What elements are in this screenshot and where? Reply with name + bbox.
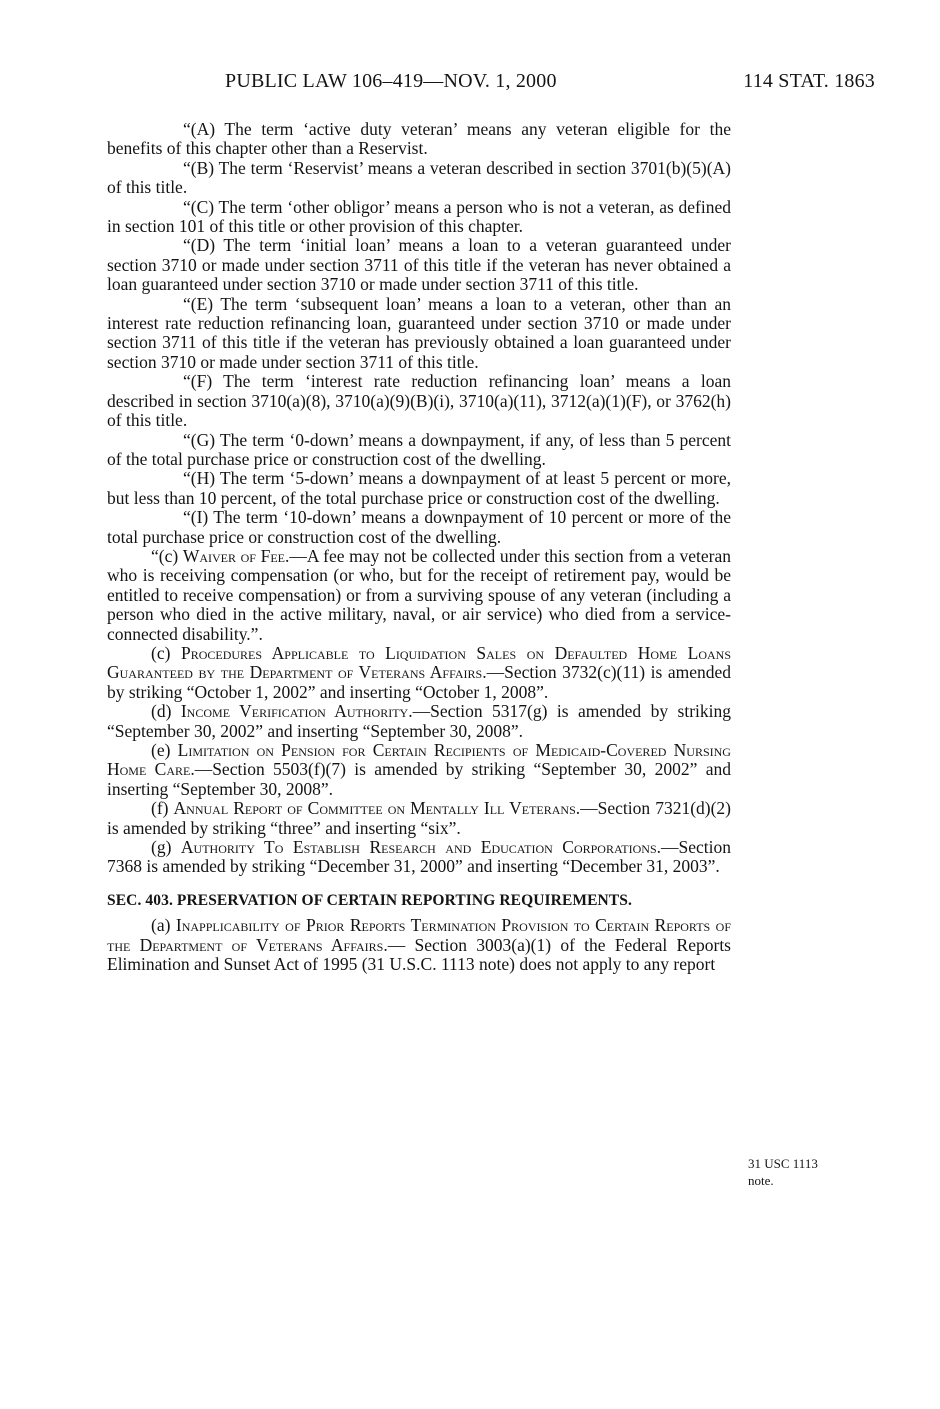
section-403-a-heading: Inapplicability of Prior Reports Termination Provision to Certain Reports of the Department of Veterans Affairs. — [107, 915, 731, 955]
subsection-d-heading: Income Verification Authority. — [180, 701, 413, 722]
subsection-e — [107, 741, 731, 799]
waiver-text: —A fee may not be collected under this section from a veteran who is receiving compensation (or who, but for the receipt of retirement pay, would be entitled to receive compensation) or from a surviving spouse of any veteran (including a person who died in the active military, naval, or air service) who died from a service-connected disability.”. — [107, 545, 731, 644]
subsection-c-heading: Procedures Applicable to Liquidation Sales on Defaulted Home Loans Guaranteed by the Department of Veterans Affairs. — [107, 642, 731, 683]
subsection-c — [107, 644, 731, 702]
subsection-c-text: —Section 3732(c)(11) is amended by striking “October 1, 2002” and inserting “October 1, 2008”. — [107, 662, 732, 702]
subsection-f-heading: Annual Report of Committee on Mentally Ill Veterans. — [173, 798, 581, 819]
waiver-heading: Waiver of Fee. — [182, 545, 290, 566]
definition-g: “(G) The term ‘0-down’ means a downpayment, if any, of less than 5 percent of the total purchase price or construction cost of the dwelling. — [107, 429, 731, 469]
margin-note-line-2: note. — [748, 1173, 774, 1188]
waiver-of-fee-paragraph — [107, 547, 731, 644]
margin-citation-note — [748, 1155, 848, 1189]
subsection-e-text: —Section 5503(f)(7) is amended by striking “September 30, 2002” and inserting “September 30, 2008”. — [107, 759, 731, 799]
definition-a: “(A) The term ‘active duty veteran’ means any veteran eligible for the benefits of this chapter other than a Reservist. — [107, 119, 731, 159]
header-title: PUBLIC LAW 106–419—NOV. 1, 2000 — [225, 70, 557, 92]
subsection-d-text: —Section 5317(g) is amended by striking “September 30, 2002” and inserting “September 30, 2008”. — [107, 701, 731, 741]
waiver-prefix: “(c) — [151, 545, 183, 566]
subsection-f — [107, 799, 731, 838]
subsection-c-prefix: (c) — [151, 642, 181, 663]
definition-d: “(D) The term ‘initial loan’ means a loan to a veteran guaranteed under section 3710 or made under section 3711 of this title if the veteran has never obtained a loan guaranteed under section 3710 or made under section 3711 of this title. — [107, 235, 731, 295]
subsection-f-prefix: (f) — [151, 798, 174, 819]
subsection-g-heading: Authority To Establish Research and Education Corporations. — [180, 837, 662, 858]
definition-f: “(F) The term ‘interest rate reduction refinancing loan’ means a loan described in section 3710(a)(8), 3710(a)(9)(B)(i), 3710(a)(11), 3712(a)(1)(F), or 3762(h) of this title. — [107, 371, 731, 431]
section-403-a-text: — Section 3003(a)(1) of the Federal Reports Elimination and Sunset Act of 1995 (31 U.S.C. 1113 note) does not apply to any report — [107, 934, 731, 975]
section-403-heading: SEC. 403. PRESERVATION OF CERTAIN REPORTING REQUIREMENTS. — [107, 891, 632, 909]
section-403-subsection-a — [107, 916, 731, 974]
running-header — [195, 70, 875, 100]
section-403-a-prefix: (a) — [151, 915, 176, 936]
definition-c: “(C) The term ‘other obligor’ means a person who is not a veteran, as defined in section 101 of this title or other provision of this chapter. — [107, 196, 731, 237]
definition-i: “(I) The term ‘10-down’ means a downpayment of 10 percent or more of the total purchase price or construction cost of the dwelling. — [107, 507, 731, 547]
document-body — [107, 120, 731, 974]
definition-b: “(B) The term ‘Reservist’ means a veteran described in section 3701(b)(5)(A) of this title. — [107, 157, 731, 198]
subsection-g-text: —Section 7368 is amended by striking “December 31, 2000” and inserting “December 31, 2003”. — [107, 837, 732, 877]
subsection-g-prefix: (g) — [151, 837, 181, 858]
definition-e: “(E) The term ‘subsequent loan’ means a loan to a veteran, other than an interest rate reduction refinancing loan, guaranteed under section 3710 or made under section 3711 of this title if the veteran has previously obtained a loan guaranteed under section 3710 or made under section 3711 of this title. — [107, 293, 731, 372]
subsection-e-heading: Limitation on Pension for Certain Recipients of Medicaid-Covered Nursing Home Care. — [107, 740, 731, 780]
subsection-d — [107, 702, 731, 741]
subsection-g — [107, 838, 731, 877]
margin-note-line-1: 31 USC 1113 — [748, 1156, 818, 1171]
definition-h: “(H) The term ‘5-down’ means a downpayment of at least 5 percent or more, but less than 10 percent, of the total purchase price or construction cost of the dwelling. — [107, 468, 731, 508]
header-stat-page: 114 STAT. 1863 — [743, 70, 875, 92]
subsection-f-text: —Section 7321(d)(2) is amended by striking “three” and inserting “six”. — [107, 798, 732, 838]
subsection-e-prefix: (e) — [151, 740, 178, 760]
subsection-d-prefix: (d) — [151, 701, 181, 722]
